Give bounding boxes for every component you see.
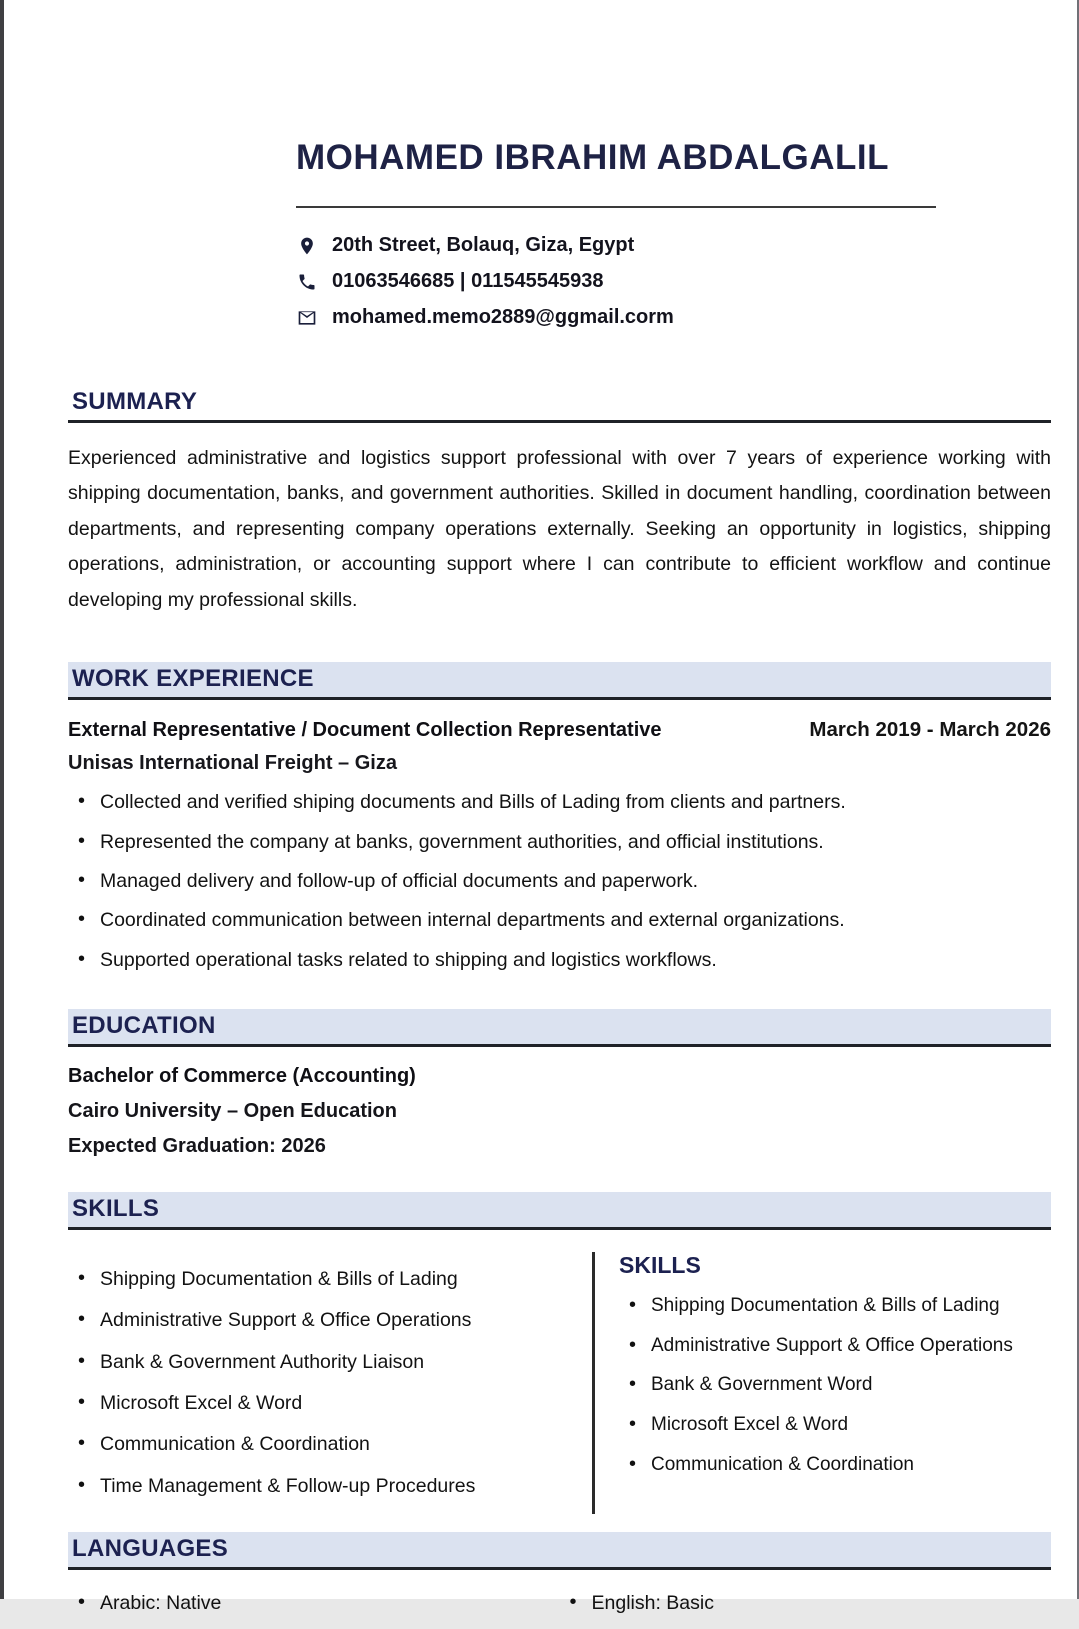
skills-left-list bbox=[68, 1266, 574, 1499]
skill-item: • Bank & Government Authority Liaison bbox=[68, 1349, 574, 1375]
work-bullet: • Managed delivery and follow-up of official documents and paperwork. bbox=[68, 868, 1051, 894]
language-item: • English: Basic bbox=[560, 1590, 1052, 1616]
location-pin-icon bbox=[296, 235, 318, 257]
phone-icon bbox=[296, 271, 318, 293]
work-bullet: • Supported operational tasks related to shipping and logistics workflows. bbox=[68, 947, 1051, 973]
language-right-column bbox=[560, 1590, 1052, 1629]
skill-item: • Communication & Coordination bbox=[619, 1452, 1051, 1478]
language-item: • Arabic: Native bbox=[68, 1590, 560, 1616]
summary-text: Experienced administrative and logistics support professional with over 7 years of experience working with shipping documentation, banks, and government authorities. Skilled in document handling, coordination between departments, and representing company operations externally. Seeking an opportunity in logistics, shipping operations, administration, or accounting support where I can contribute to efficient workflow and continue developing my professional skills. bbox=[68, 447, 1051, 611]
summary-heading: SUMMARY bbox=[68, 385, 1051, 423]
contact-phones: 01063546685 | 011545545938 bbox=[332, 270, 604, 292]
contact-phone-row bbox=[296, 270, 956, 293]
skills-left-column bbox=[68, 1252, 595, 1514]
job-header-row bbox=[68, 718, 1051, 742]
languages-heading: LANGUAGES bbox=[68, 1532, 1051, 1570]
work-experience-section bbox=[68, 662, 1051, 973]
work-bullet: • Collected and verified shiping documents and Bills of Lading from clients and partners. bbox=[68, 789, 1051, 815]
skill-item: • Shipping Documentation & Bills of Lading bbox=[68, 1266, 574, 1292]
skill-item: • Administrative Support & Office Operations bbox=[68, 1307, 574, 1333]
work-bullet: • Represented the company at banks, government authorities, and official institutions. bbox=[68, 829, 1051, 855]
summary-section bbox=[68, 385, 1051, 618]
contact-email: mohamed.memo2889@ggmail.corm bbox=[332, 306, 674, 328]
contact-block bbox=[296, 234, 956, 329]
name-divider bbox=[296, 206, 936, 208]
skill-item: • Time Management & Follow-up Procedures bbox=[68, 1473, 574, 1499]
skill-item: • Microsoft Excel & Word bbox=[619, 1412, 1051, 1438]
language-left-column bbox=[68, 1590, 560, 1629]
education-section bbox=[68, 1009, 1051, 1158]
contact-address: 20th Street, Bolauq, Giza, Egypt bbox=[332, 234, 635, 256]
education-heading: EDUCATION bbox=[68, 1009, 1051, 1047]
education-degree: Bachelor of Commerce (Accounting) bbox=[68, 1064, 416, 1087]
languages-section bbox=[68, 1532, 1051, 1629]
work-bullet: • Coordinated communication between internal departments and external organizations. bbox=[68, 907, 1051, 933]
skills-subheading: SKILLS bbox=[619, 1251, 701, 1278]
education-graduation: Expected Graduation: 2026 bbox=[68, 1134, 326, 1157]
work-experience-heading: WORK EXPERIENCE bbox=[68, 662, 1051, 700]
company-name: Unisas International Freight – Giza bbox=[68, 752, 397, 775]
email-envelope-icon bbox=[296, 307, 318, 329]
skills-heading: SKILLS bbox=[68, 1192, 1051, 1230]
job-dates: March 2019 - March 2026 bbox=[809, 718, 1051, 742]
skill-item: • Administrative Support & Office Operations bbox=[619, 1333, 1051, 1359]
job-title: External Representative / Document Collection Representative bbox=[68, 719, 662, 742]
candidate-name: MOHAMED IBRAHIM ABDALGALIL bbox=[296, 138, 890, 177]
resume-header bbox=[296, 138, 956, 329]
skills-section bbox=[68, 1192, 1051, 1514]
contact-email-row bbox=[296, 306, 956, 329]
work-bullet-list bbox=[68, 789, 1051, 973]
skill-item: • Bank & Government Word bbox=[619, 1372, 1051, 1398]
skill-item: • Shipping Documentation & Bills of Lading bbox=[619, 1293, 1051, 1319]
skill-item: • Microsoft Excel & Word bbox=[68, 1390, 574, 1416]
skills-right-list bbox=[619, 1293, 1051, 1477]
skills-right-column bbox=[595, 1252, 1051, 1514]
skill-item: • Communication & Coordination bbox=[68, 1431, 574, 1457]
education-university: Cairo University – Open Education bbox=[68, 1099, 397, 1122]
contact-address-row bbox=[296, 234, 956, 257]
